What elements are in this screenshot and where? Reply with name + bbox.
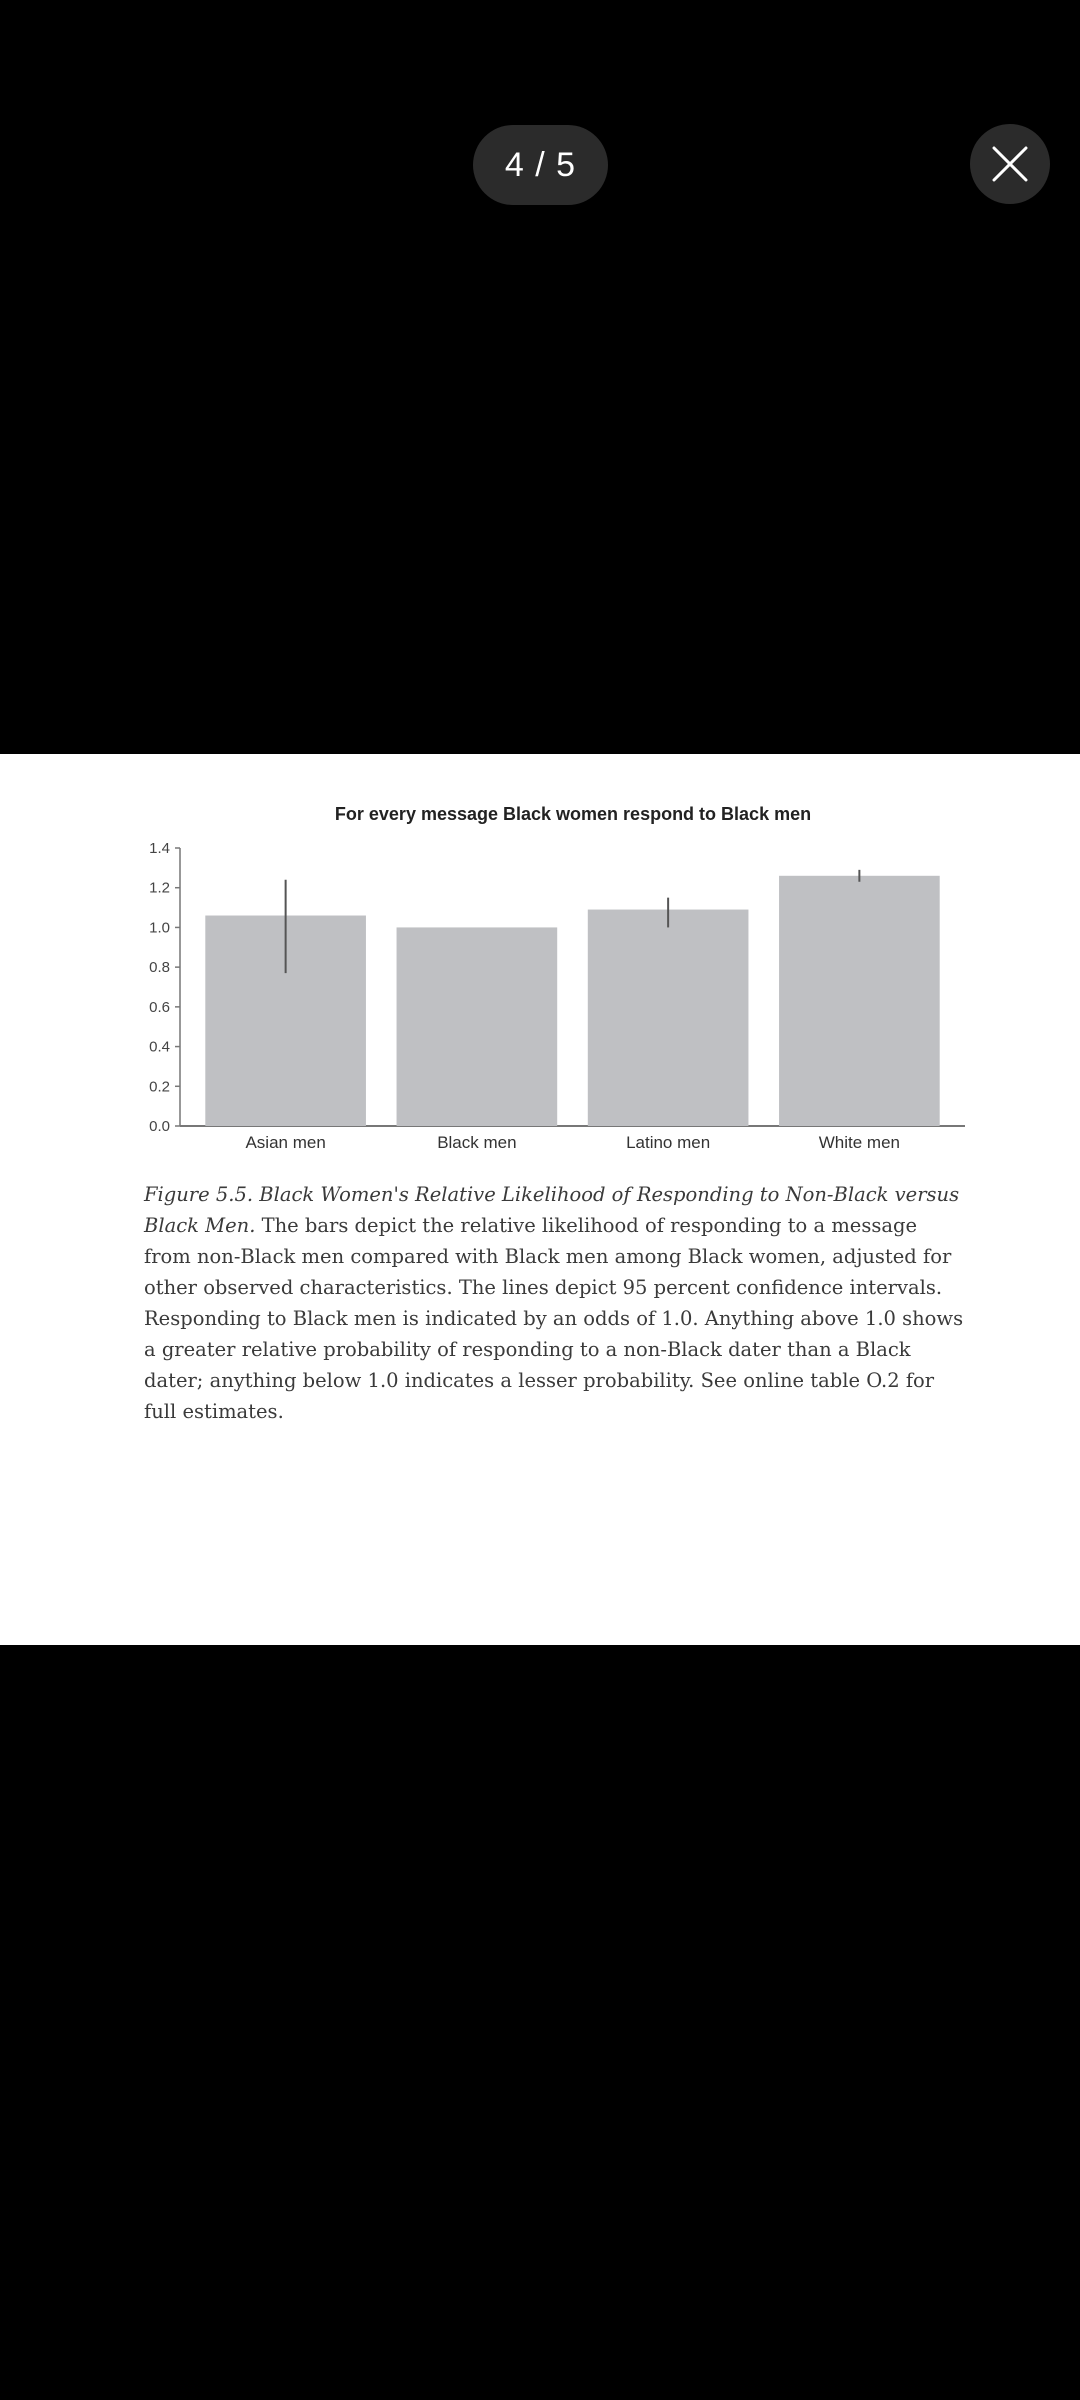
x-axis-labels <box>245 1133 900 1152</box>
close-icon <box>992 146 1028 182</box>
x-tick-label: Black men <box>437 1133 517 1152</box>
x-tick-label: White men <box>818 1133 900 1152</box>
y-tick-label: 0.8 <box>149 959 170 977</box>
y-tick-label: 0.6 <box>149 998 170 1016</box>
y-tick-label: 1.0 <box>149 919 170 937</box>
book-page-image[interactable] <box>0 754 1080 1645</box>
figure-label: Figure 5.5. Black Women's Relative Likelihood of Responding to Non-Black versus Black Men. <box>144 1183 960 1237</box>
figure-caption <box>144 1179 964 1427</box>
chart-title: For every message Black women respond to Black men <box>334 804 812 824</box>
close-button[interactable] <box>970 124 1050 204</box>
bar-black-men <box>397 927 558 1126</box>
y-tick-label: 1.2 <box>149 879 170 897</box>
bar-chart <box>0 754 1080 1174</box>
y-tick-label: 0.0 <box>149 1118 170 1135</box>
page-counter: 4 / 5 <box>473 125 608 205</box>
bar-latino-men <box>588 910 749 1126</box>
x-tick-label: Asian men <box>245 1133 326 1152</box>
y-tick-label: 0.4 <box>149 1038 170 1056</box>
y-tick-label: 1.4 <box>149 840 170 857</box>
bar-white-men <box>779 876 940 1126</box>
error-bars <box>286 870 860 973</box>
x-tick-label: Latino men <box>626 1133 711 1152</box>
caption-text: The bars depict the relative likelihood of responding to a message from non-Black men compared with Black men among Black women, adjusted for other observed characteristics. The lines depict 95 percent confidence intervals. Responding to Black men is indicated by an odds of 1.0. Anything above 1.0 shows a greater relative probability of responding to a non-Black dater than a Black dater; anything below 1.0 indicates a lesser probability. See online table O.2 for full estimates. <box>144 1214 964 1423</box>
bars <box>205 876 939 1126</box>
y-tick-label: 0.2 <box>149 1078 170 1096</box>
